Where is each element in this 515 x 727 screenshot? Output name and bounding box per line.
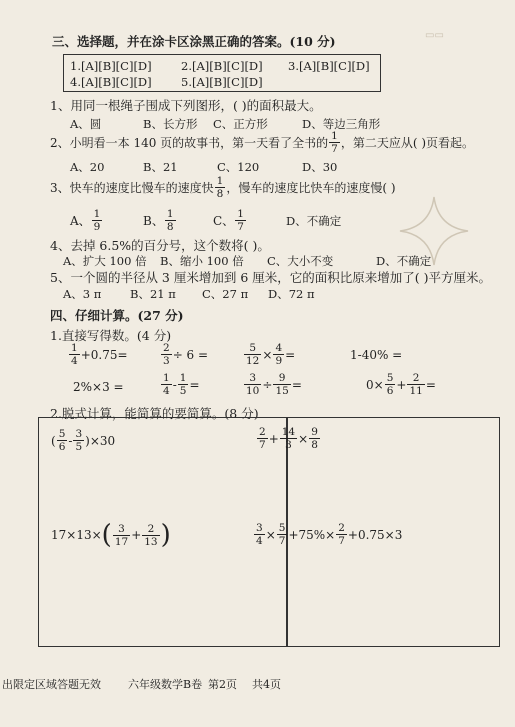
section4-sub1: 1.直接写得数。(4 分) [50,328,172,343]
footer-warning: 出限定区域答题无效 [2,678,101,691]
calc-q7: $\frac{3}{10}$ ÷ $\frac{9}{15}$ = [246,372,302,397]
card-q2[interactable]: 2.[A][B][C][D] [181,59,263,73]
calc-q8: 0× $\frac{5}{6}$ + $\frac{2}{11}$ = [366,372,436,397]
q2-option-b: B、21 [143,160,178,174]
card-q5[interactable]: 5.[A][B][C][D] [181,75,263,89]
q1-option-c: C、正方形 [213,117,268,131]
card-q4[interactable]: 4.[A][B][C][D] [70,75,152,89]
calc-q6: $\frac{1}{4}$ - $\frac{1}{5}$ = [163,372,200,397]
q2-option-c: C、120 [217,160,260,174]
bleed-through-mark: ▭▭ [425,30,444,41]
q3-option-d: D、不确定 [286,214,342,228]
calc-expr-2: $\frac{2}{7}$ + $\frac{14}{3}$ × $\frac{9}{8}$ [259,426,318,451]
section4-sub2: 2.脱式计算，能简算的要简算。(8 分) [50,406,259,421]
q1-option-a: A、圆 [70,117,102,131]
card-q1[interactable]: 1.[A][B][C][D] [70,59,152,73]
card-q3[interactable]: 3.[A][B][C][D] [288,59,370,73]
q1-option-b: B、长方形 [143,117,198,131]
q5-option-c: C、27 π [202,287,249,301]
q3-option-c: C、 $\frac{1}{7}$ [213,208,244,233]
q3-option-b: B、 $\frac{1}{8}$ [143,208,174,233]
q4-option-b: B、缩小 100 倍 [160,254,244,268]
calc-q1: $\frac{1}{4}$ +0.75= [71,342,128,367]
q4-option-a: A、扩大 100 倍 [63,254,147,268]
q5-option-a: A、3 π [63,287,102,301]
q2-fraction: $\frac{1}{7}$ [331,130,338,155]
q5-option-b: B、21 π [130,287,176,301]
footer-page: 第2页 [208,678,237,691]
calc-q2: $\frac{2}{3}$ ÷ 6 = [163,342,209,367]
calc-q5: 2%×3 = [73,380,124,394]
q4-option-c: C、大小不变 [267,254,334,268]
q1-option-d: D、等边三角形 [302,117,381,131]
q1-stem: 1、用同一根绳子围成下列图形，( )的面积最大。 [50,98,322,113]
footer-title: 六年级数学B卷 [128,678,203,691]
section3-title: 三、选择题，并在涂卡区涂黑正确的答案。(10 分) [52,34,336,49]
q2-stem: 2、小明看一本 140 页的故事书，第一天看了全书的 $\frac{1}{7}$ ，第二天应从( )页看起。 [50,130,475,155]
q5-option-d: D、72 π [268,287,315,301]
calc-expr-3: 17×13× ( $\frac{3}{17}$ + $\frac{2}{13}$ ) [51,520,171,550]
q5-stem: 5、一个圆的半径从 3 厘米增加到 6 厘米，它的面积比原来增加了( )平方厘米。 [50,270,491,285]
calc-q3: $\frac{5}{12}$ × $\frac{4}{9}$ = [246,342,296,367]
q2-option-d: D、30 [302,160,338,174]
q3-option-a: A、 $\frac{1}{9}$ [70,208,101,233]
q3-stem: 3、快车的速度比慢车的速度快 $\frac{1}{8}$ ，慢车的速度比快车的速度慢( ) [50,175,396,200]
q3-fraction: $\frac{1}{8}$ [216,175,224,200]
calc-expr-4: $\frac{3}{4}$ × $\frac{5}{7}$ +75%× $\frac{2}{7}$ +0.75×3 [256,522,403,547]
calculation-box [38,417,500,647]
answer-card [63,54,381,92]
q2-option-a: A、20 [70,160,105,174]
q4-option-d: D、不确定 [376,254,432,268]
section4-title: 四、仔细计算。(27 分) [50,308,184,323]
footer-total: 共4页 [252,678,281,691]
calc-q4: 1-40% = [350,348,403,362]
calc-expr-1: ( $\frac{5}{6}$ - $\frac{3}{5}$ ) ×30 [51,428,116,453]
q4-stem: 4、去掉 6.5%的百分号，这个数将( )。 [50,238,270,253]
